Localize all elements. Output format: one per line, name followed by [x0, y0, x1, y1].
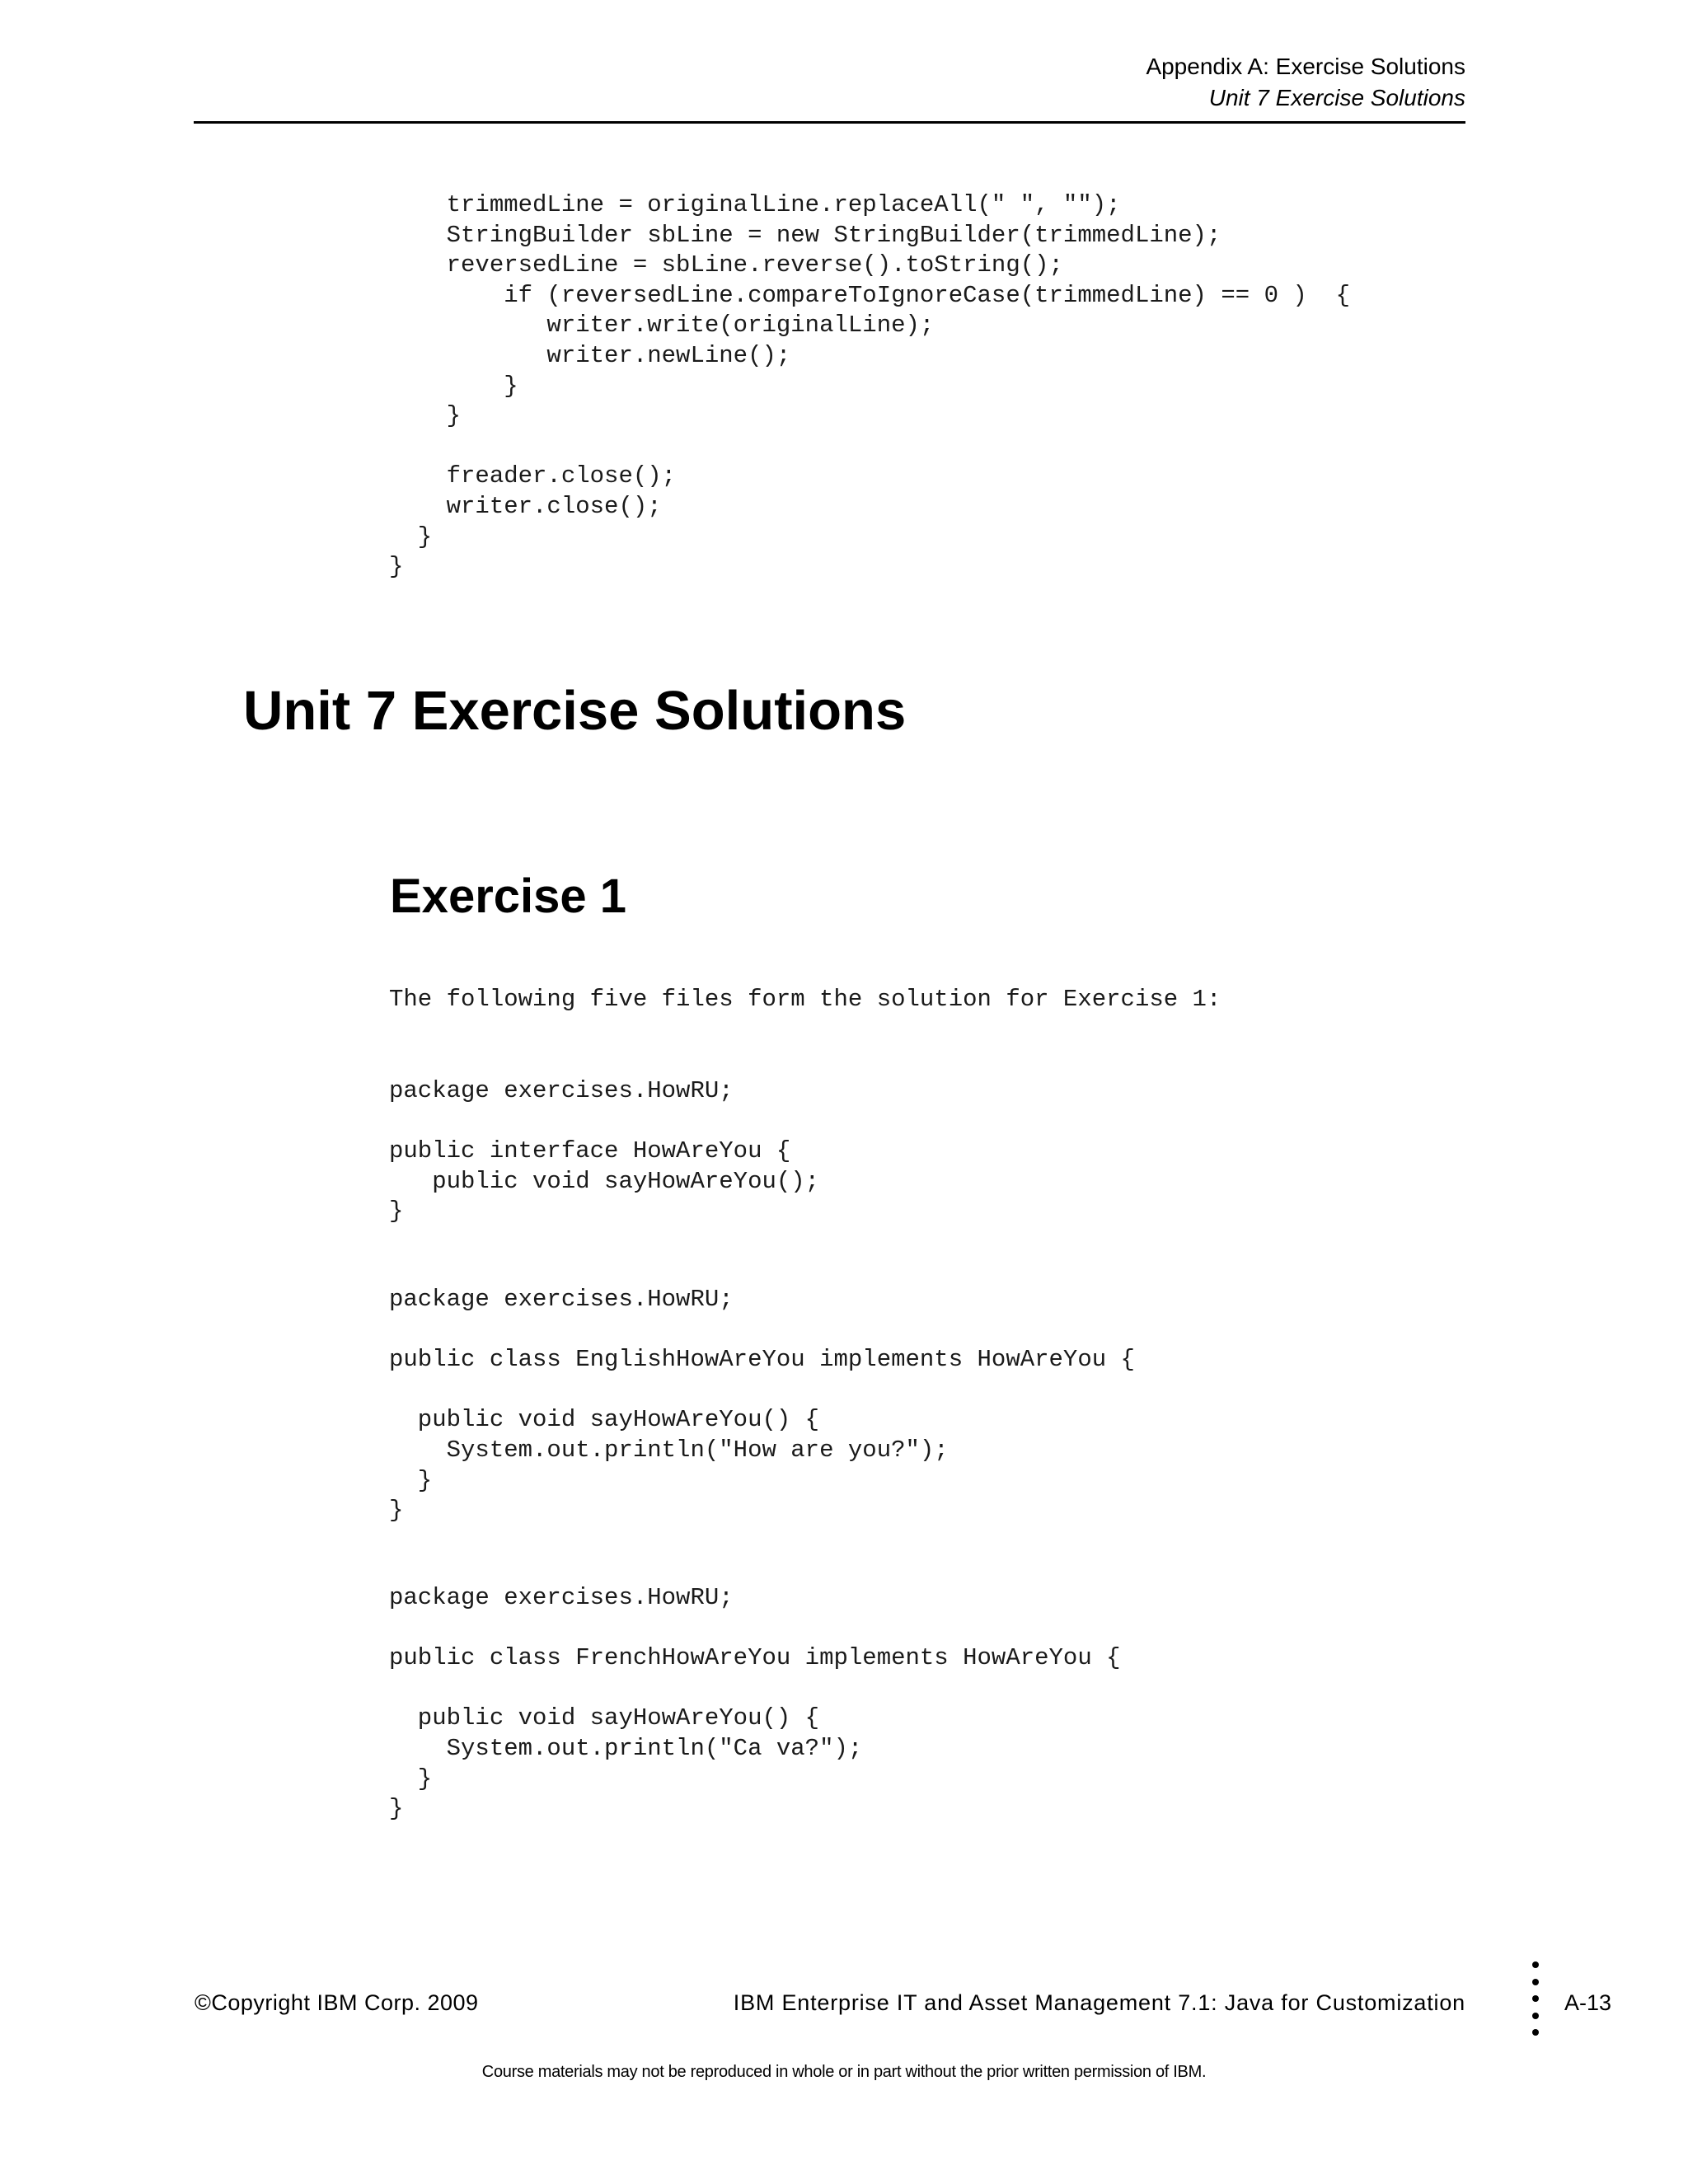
footer-dot-separator [1532, 1961, 1540, 2046]
code-block-french-howareyou: package exercises.HowRU; public class FrenchHowAreYou implements HowAreYou { public void sayHowAreYou() { System.out.println("Ca va?"); } } [389, 1584, 1121, 1823]
intro-text: The following five files form the solution for Exercise 1: [389, 986, 1221, 1013]
exercise-title: Exercise 1 [390, 869, 627, 923]
header-rule [194, 121, 1465, 124]
running-header [1146, 51, 1465, 114]
code-block-english-howareyou: package exercises.HowRU; public class EnglishHowAreYou implements HowAreYou { public void sayHowAreYou() { System.out.println("How are you?"); } } [389, 1286, 1135, 1525]
footer-notice: Course materials may not be reproduced in whole or in part without the prior written permission of IBM. [481, 2063, 1207, 2081]
code-block-howareyou-interface: package exercises.HowRU; public interface HowAreYou { public void sayHowAreYou(); } [389, 1077, 820, 1226]
code-block-continued: trimmedLine = originalLine.replaceAll(" ", ""); StringBuilder sbLine = new StringBuilder(trimmedLine); reversedLine = sbLine.reverse().toString(); if (reversedLine.compareToIgnoreCase(trimmedLine) == 0 ) { writer.write(originalLine); writer.newLine(); } } freader.close(); writer.close(); } } [389, 191, 1350, 581]
separator-dot [1532, 1961, 1539, 1968]
page-number: A-13 [1564, 1990, 1612, 2015]
separator-dot [1532, 1995, 1539, 2002]
separator-dot [1532, 1979, 1539, 1985]
header-chapter: Appendix A: Exercise Solutions [1146, 54, 1465, 79]
footer-copyright: ©Copyright IBM Corp. 2009 [195, 1990, 479, 2015]
unit-title: Unit 7 Exercise Solutions [243, 680, 907, 742]
header-section: Unit 7 Exercise Solutions [1208, 85, 1465, 110]
separator-dot [1532, 2029, 1539, 2036]
separator-dot [1532, 2013, 1539, 2019]
footer-course-title: IBM Enterprise IT and Asset Management 7.1: Java for Customization [733, 1990, 1465, 2015]
